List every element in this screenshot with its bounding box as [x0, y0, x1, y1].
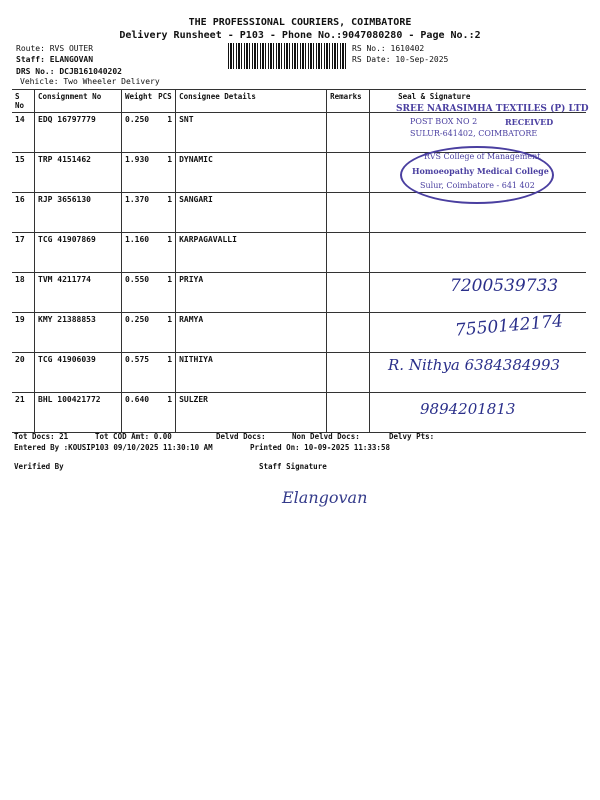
row-pcs: 1 — [155, 153, 176, 193]
col-seal: Seal & Signature — [370, 90, 586, 113]
row-remarks — [327, 353, 370, 393]
row-consignment-no: EDQ 16797779 — [35, 113, 122, 153]
row-sno: 19 — [12, 313, 35, 353]
company-name: THE PROFESSIONAL COURIERS, COIMBATORE — [188, 17, 412, 28]
staff: Staff: ELANGOVAN — [16, 55, 94, 64]
row-pcs: 1 — [155, 193, 176, 233]
row-remarks — [327, 233, 370, 273]
staff-signature: Elangovan — [282, 488, 368, 507]
entered-by: Entered By :KOUSIP103 09/10/2025 11:30:10 AM — [14, 443, 213, 452]
row-consignee: DYNAMIC — [176, 153, 327, 193]
stamp-college-addr: Sulur, Coimbatore - 641 402 — [420, 181, 535, 190]
row-consignee: RAMYA — [176, 313, 327, 353]
row-consignment-no: KMY 21388853 — [35, 313, 122, 353]
drs-no: DRS No.: DCJB161040202 — [16, 67, 122, 76]
rs-date: RS Date: 10-Sep-2025 — [352, 55, 449, 64]
row-consignee: SULZER — [176, 393, 327, 433]
handwritten-name-phone: R. Nithya 6384384993 — [388, 356, 561, 374]
row-pcs: 1 — [155, 313, 176, 353]
row-seal — [370, 233, 586, 273]
rs-no: RS No.: 1610402 — [352, 44, 425, 53]
col-remarks: Remarks — [327, 90, 370, 113]
stamp-address: SULUR-641402, COIMBATORE — [410, 129, 538, 138]
row-weight: 0.250 — [122, 313, 156, 353]
row-consignment-no: TVM 4211774 — [35, 273, 122, 313]
delvy-pts: Delvy Pts: — [389, 432, 435, 441]
runsheet-table — [12, 89, 586, 433]
stamp-company: SREE NARASIMHA TEXTILES (P) LTD — [396, 104, 589, 114]
row-weight: 0.575 — [122, 353, 156, 393]
route: Route: RVS OUTER — [16, 44, 94, 53]
row-remarks — [327, 113, 370, 153]
row-sno: 20 — [12, 353, 35, 393]
row-consignment-no: TCG 41906039 — [35, 353, 122, 393]
printed-on: Printed On: 10-09-2025 11:33:58 — [250, 443, 390, 452]
row-sno: 21 — [12, 393, 35, 433]
handwritten-phone-4: 9894201813 — [420, 400, 516, 418]
col-consignee: Consignee Details — [176, 90, 327, 113]
row-pcs: 1 — [155, 233, 176, 273]
runsheet-title: Delivery Runsheet - P103 - Phone No.:9047080280 - Page No.:2 — [119, 30, 481, 41]
col-consignment: Consignment No — [35, 90, 122, 113]
row-consignee: SNT — [176, 113, 327, 153]
tot-cod: Tot COD Amt: 0.00 — [95, 432, 172, 441]
row-sno: 18 — [12, 273, 35, 313]
stamp-college-name: Homoeopathy Medical College — [412, 166, 549, 176]
tot-docs: Tot Docs: 21 — [14, 432, 69, 441]
row-sno: 15 — [12, 153, 35, 193]
row-remarks — [327, 313, 370, 353]
row-pcs: 1 — [155, 353, 176, 393]
row-consignment-no: BHL 100421772 — [35, 393, 122, 433]
row-weight: 1.160 — [122, 233, 156, 273]
row-pcs: 1 — [155, 393, 176, 433]
row-consignee: PRIYA — [176, 273, 327, 313]
table-row — [12, 233, 586, 273]
vehicle: Vehicle: Two Wheeler Delivery — [20, 77, 160, 86]
verified-by: Verified By — [14, 462, 64, 471]
row-weight: 1.930 — [122, 153, 156, 193]
row-sno: 17 — [12, 233, 35, 273]
row-consignee: SANGARI — [176, 193, 327, 233]
handwritten-phone-1: 7200539733 — [450, 276, 559, 296]
row-consignee: NITHIYA — [176, 353, 327, 393]
row-weight: 0.250 — [122, 113, 156, 153]
barcode — [228, 43, 348, 69]
row-sno: 14 — [12, 113, 35, 153]
row-weight: 1.370 — [122, 193, 156, 233]
row-remarks — [327, 153, 370, 193]
row-remarks — [327, 393, 370, 433]
row-pcs: 1 — [155, 273, 176, 313]
row-remarks — [327, 273, 370, 313]
row-weight: 0.640 — [122, 393, 156, 433]
delvd-docs: Delvd Docs: — [216, 432, 266, 441]
stamp-received: RECEIVED — [505, 117, 554, 127]
col-pcs: PCS — [155, 90, 176, 113]
col-sno: S No — [12, 90, 35, 113]
row-weight: 0.550 — [122, 273, 156, 313]
row-pcs: 1 — [155, 113, 176, 153]
staff-signature-label: Staff Signature — [259, 462, 327, 471]
non-delvd-docs: Non Delvd Docs: — [292, 432, 360, 441]
row-consignment-no: RJP 3656130 — [35, 193, 122, 233]
handwritten-phone-2: 7550142174 — [454, 311, 564, 341]
col-weight: Weight — [122, 90, 156, 113]
row-consignment-no: TCG 41907869 — [35, 233, 122, 273]
row-remarks — [327, 193, 370, 233]
row-sno: 16 — [12, 193, 35, 233]
stamp-postbox: POST BOX NO 2 — [410, 117, 478, 126]
stamp-college-mgmt: RVS College of Management — [424, 152, 541, 161]
row-consignee: KARPAGAVALLI — [176, 233, 327, 273]
row-consignment-no: TRP 4151462 — [35, 153, 122, 193]
